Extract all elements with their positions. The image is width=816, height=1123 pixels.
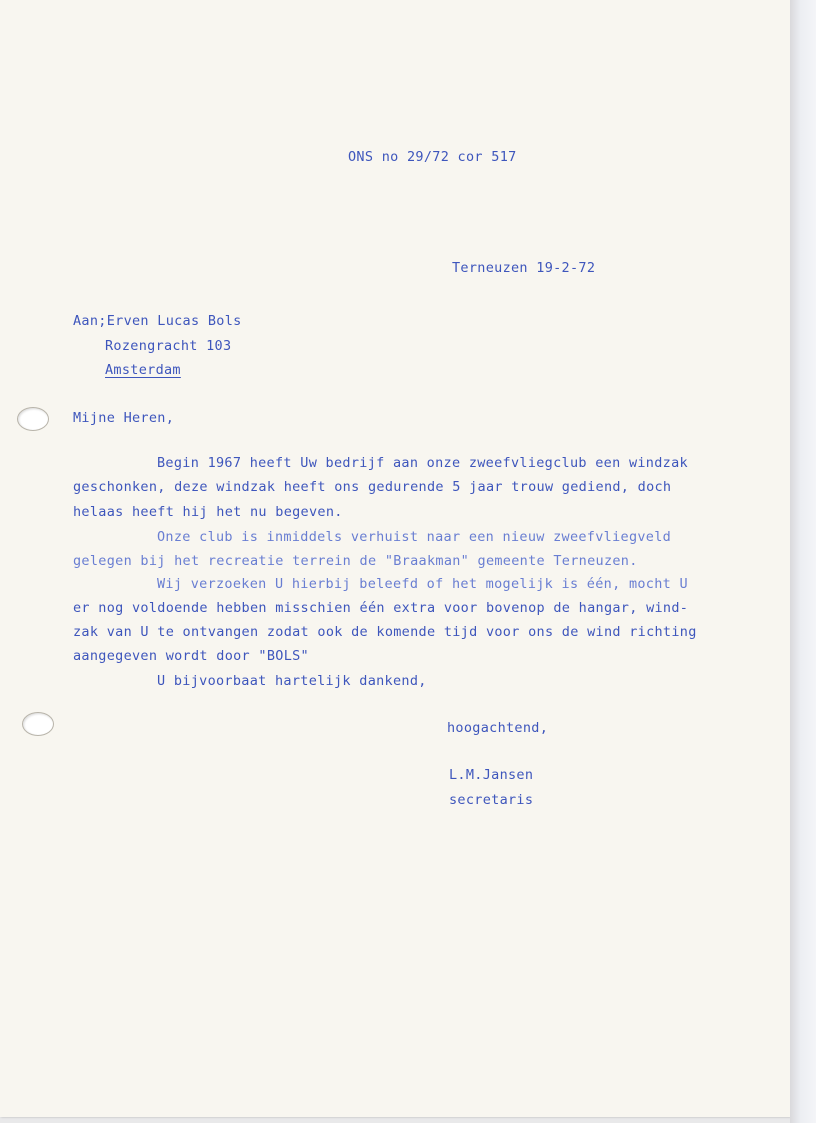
scan-background-edge xyxy=(790,0,816,1123)
place-and-date: Terneuzen 19-2-72 xyxy=(452,260,596,276)
body-line: Onze club is inmiddels verhuist naar een nieuw zweefvliegveld xyxy=(157,529,672,545)
body-line: Begin 1967 heeft Uw bedrijf aan onze zweefvliegclub een windzak xyxy=(157,455,688,471)
body-line: gelegen bij het recreatie terrein de "Braakman" gemeente Terneuzen. xyxy=(73,553,638,569)
reference-number: ONS no 29/72 cor 517 xyxy=(348,149,517,165)
signer-title: secretaris xyxy=(449,792,534,808)
salutation: Mijne Heren, xyxy=(73,410,175,426)
signer-name: L.M.Jansen xyxy=(449,767,534,783)
body-line: aangegeven wordt door "BOLS" xyxy=(73,648,309,664)
body-line: er nog voldoende hebben misschien één extra voor bovenop de hangar, wind- xyxy=(73,600,689,616)
body-line: zak van U te ontvangen zodat ook de komende tijd voor ons de wind richting xyxy=(73,624,697,640)
punch-hole-top xyxy=(17,407,49,431)
body-line: geschonken, deze windzak heeft ons gedurende 5 jaar trouw gediend, doch xyxy=(73,479,672,495)
address-street: Rozengracht 103 xyxy=(105,338,232,354)
address-recipient: Aan;Erven Lucas Bols xyxy=(73,313,242,329)
closing: hoogachtend, xyxy=(447,720,549,736)
body-line: helaas heeft hij het nu begeven. xyxy=(73,504,343,520)
punch-hole-bottom xyxy=(22,712,54,736)
body-line: Wij verzoeken U hierbij beleefd of het mogelijk is één, mocht U xyxy=(157,576,688,592)
body-line: U bijvoorbaat hartelijk dankend, xyxy=(157,673,427,689)
address-city: Amsterdam xyxy=(105,362,181,378)
